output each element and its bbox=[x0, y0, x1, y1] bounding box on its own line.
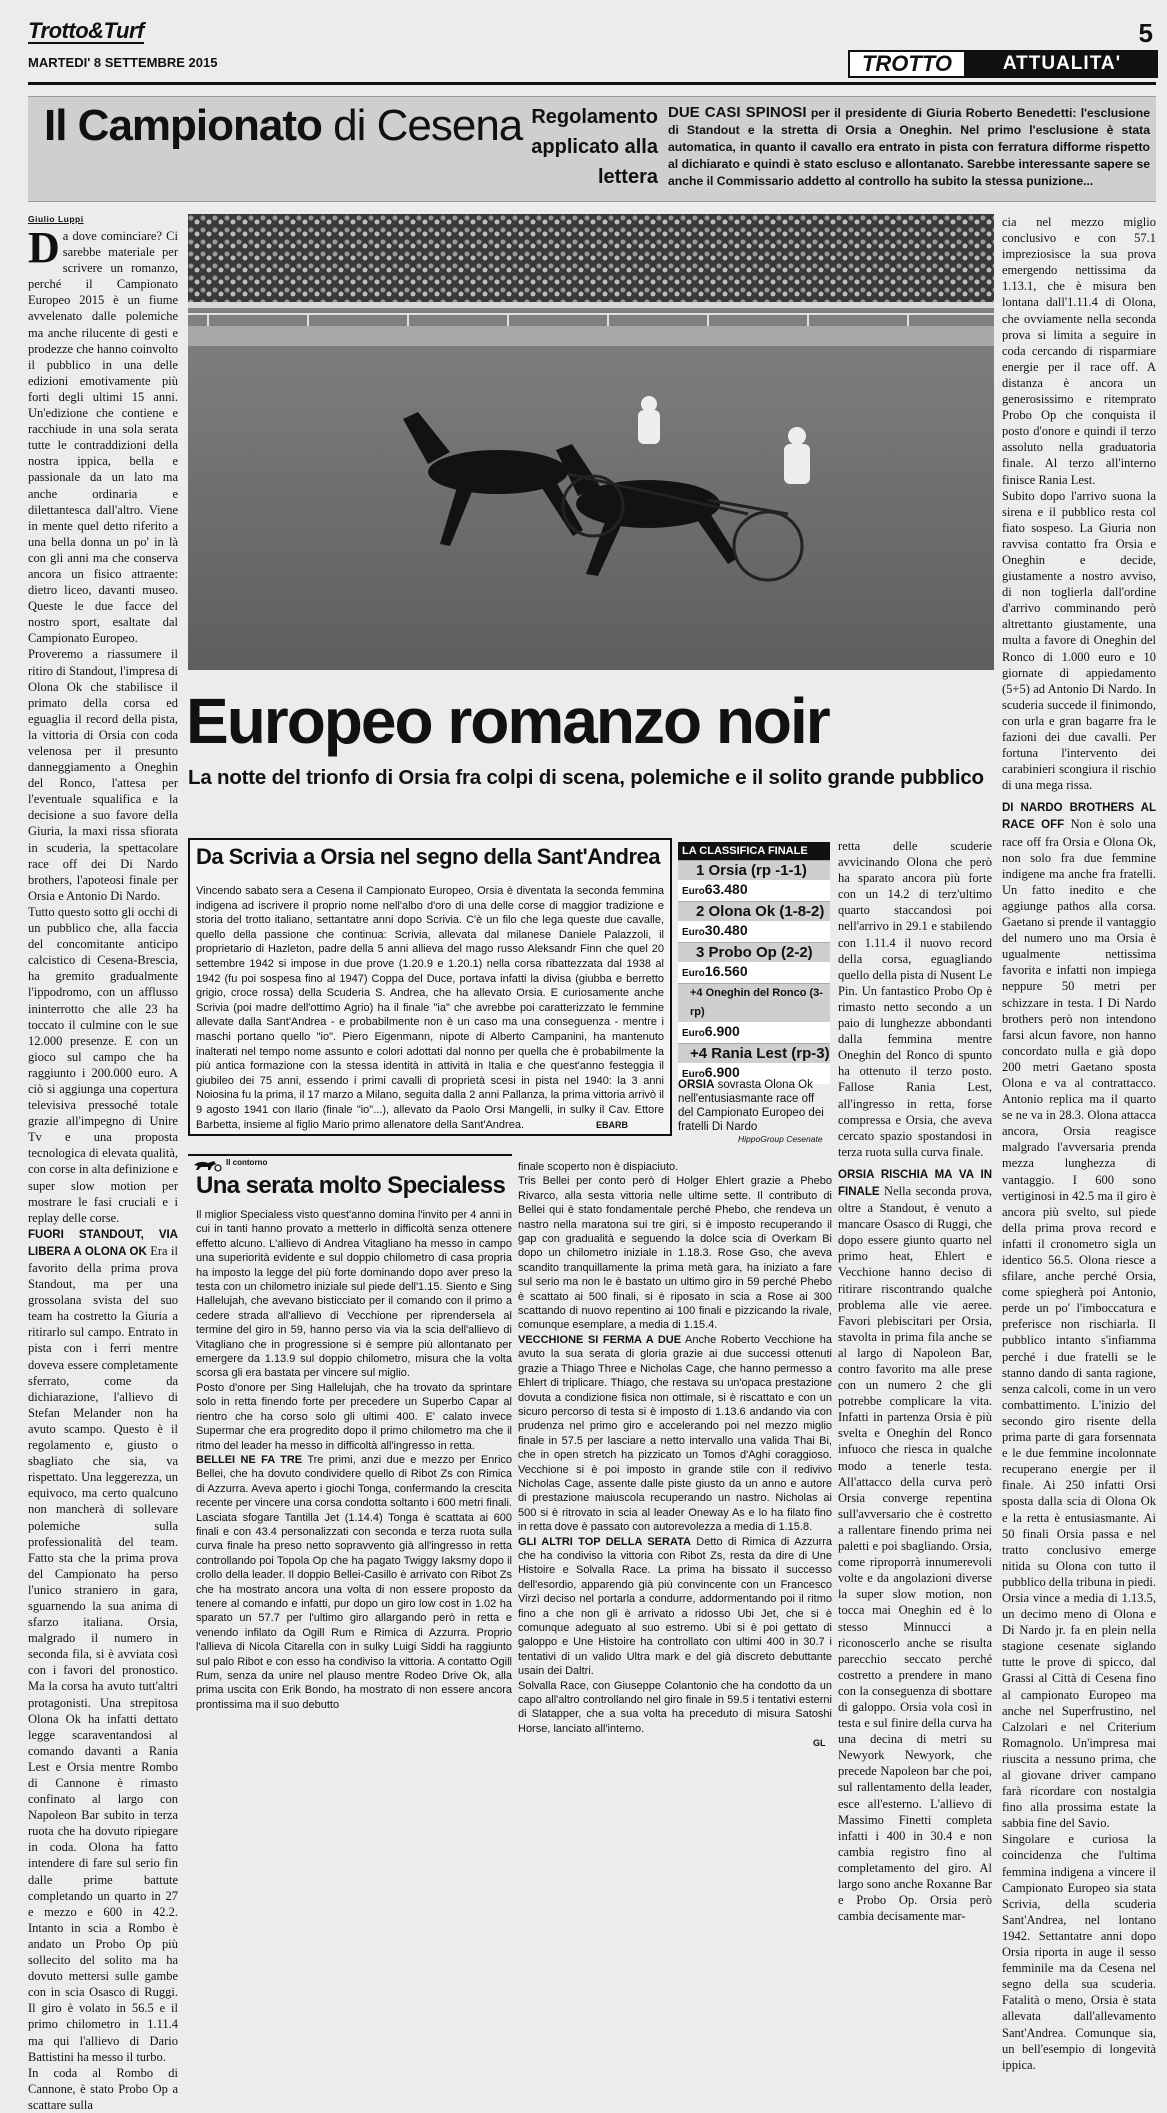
standings-prize: 16.560 bbox=[704, 963, 748, 979]
paragraph: Tris Bellei per conto però di Holger Ehlert grazie a Phebo Rivarco, alla sesta vittoria nelle ultime sette. Il contributo di Bellei qui è stato fondamentale perché Phebo, che rendeva un nastro nella maratona sui tre giri, si è imposto recuperando il gap con gradualità e seguendo la dolce scia di Overkam Bi dopo un chilometro iniziale in 1.18.3. Rose Gso, che aveva scandito tranquillamente la prima metà gara, ha iniziato a fare sul serio ma non le è bastato un ultimo giro in 59 perché Phebo è scattato ai 500 finali, si è riposato in scia a Rose ai 300 scattando di nuovo repentino ai 100 finali e pizzicando la rivale, comunque esemplare, a media di 1.15.4. bbox=[518, 1175, 832, 1332]
section-title-light: di Cesena bbox=[333, 101, 523, 150]
section-title bbox=[44, 102, 522, 150]
page-number: 5 bbox=[1138, 18, 1153, 48]
section-label: TROTTO bbox=[848, 50, 966, 78]
sant-andrea-body: Vincendo sabato sera a Cesena il Campionato Europeo, Orsia è diventata la seconda femmina indigena ad iscrivere il proprio nome nell'albo d'oro di una delle corse di maggior tradizione e storia del trotto italiano, settantatre anni dopo Scrivia. C'è un filo che lega queste due cavalle, quello della passione che continua: Scrivia, allevata dal milanese Daniele Palazzoli, il proprietario di Hazleton, padre della 5 anni allieva del mago russo Aleksandr Finn che quel 20 settembre 1942 si impose in due prove (1.20.9 e 1.20.1) nella corsa ribattezzata dal 1938 al 1942 (fu poi sospesa fino al 1947) Coppa del Duce, portava infatti la divisa (giubba e berretto grigio, croce rossa) della Scuderia S. Andrea, che ha allevato Orsia. E curiosamente anche Scrivia (poi madre dell'ottimo Agrio) ha il finale "ia" che avrebbe poi caratterizzato le femmine allevate dalla Sant'Andrea - e probabilmente non è un caso ma una conseguenza - mentre i maschi portano quello "io". Piero Eigenmann, nipote di Alberto Campanini, ha mantenuto inalterati nel tempo nome assunto e colori adottati dal nonno per quella che è probabilmente la più antica formazione con la stessa identità in attività in Italia e che quest'anno festeggia il giubileo dei 75 anni, essendo i primi cavalli di proprietà scesi in pista nel 1940: la 3 anni Noiosina fu la prima, il 17 marzo a Milano, seguita dalla 2 anni Pallanza, la prima vittoria arrivò il 9 agosto 1941 con Ilario (finale "io"...), allevato da Paolo Orsi Mangelli, in sulky il Cav. Ettore Barbetta, insieme al figlio Mario primo allenatore della Sant'Andrea. bbox=[196, 885, 664, 1131]
standings-rank: +4 bbox=[690, 1045, 708, 1062]
category-label: ATTUALITA' bbox=[966, 50, 1158, 78]
article-headline: Europeo romanzo noir bbox=[186, 685, 829, 757]
paragraph: retta delle scuderie avvicinando Olona che però ha sparato ancora più forte con un 14.2 di terz'ultimo quarto staccandosi poi nell'arrivo in 29.1 e stabilendo con 1.11.4 il nuovo record della corsa, eguagliando quello della pista di Nusent Le Pin. Un fantastico Probo Op è rimasto netto secondo a un paio di lunghezze abbondanti dalla femmina mentre Oneghin del Ronco di spunto ha ottenuto il terzo posto. Fallose Rania Lest, all'ingresso in retta, forse compressa e Orsia, che aveva cercato spazio spostandosi in terza ruota sulla curva finale. bbox=[838, 839, 992, 1159]
contorno-signature: GL bbox=[813, 1738, 826, 1748]
subheading: VECCHIONE SI FERMA A DUE bbox=[518, 1333, 682, 1346]
standings-horse: Probo Op (2-2) bbox=[708, 944, 813, 961]
paragraph: Tutto questo sotto gli occhi di un pubblico che, alla faccia del concomitante anticipo calcistico di Cesena-Brescia, ha gremito gradualmente l'ippodromo, con un afflusso ininterrotto che alle 23 ha toccato il culmine con le sue 12.000 presenze. E con un gioco sul campo che ha raggiunto i 200.000 euro. A ciò si aggiunga una copertura televisiva pressoché totale grazie all'impegno di Unire Tv e una proposta tecnologica di elevata qualità, con corse in alta definizione e super slow motion per mostrare le fasi cruciali e i replay delle corse. bbox=[28, 904, 178, 1225]
dropcap: D bbox=[28, 223, 60, 272]
paragraph: Solvalla Race, con Giuseppe Colantonio che ha condotto da un capo all'altro controllando nel giro finale in 59.5 i tentativi esterni di Slatapper, che a sua volta ha preceduto di misura Satoshi Horse, lanciato all'interno. bbox=[518, 1679, 832, 1735]
standings-row bbox=[678, 901, 830, 942]
subheading: ORSIA RISCHIA MA VA IN FINALE bbox=[838, 1168, 992, 1198]
photo-credit: HippoGroup Cesenate bbox=[738, 1134, 823, 1144]
currency-label: Euro bbox=[682, 886, 705, 897]
section-rubric bbox=[848, 50, 1158, 78]
paragraph: Nella seconda prova, oltre a Standout, è venuto a mancare Osasco di Ruggi, che dopo essere giunto quarto nel primo heat, Ehlert e Vecchione hanno deciso di ritirare riscontrando qualche problema alle vie aeree. Favori plebiscitari per Orsia, stavolta in prima fila anche se al largo di Napoleon Bar, contro favorito ma alle prese con un numero 2 che gli potrebbe complicare la vita. Infatti in partenza Orsia è più svelta e Oneghin del Ronco infuoco che riesca in qualche modo a tenerle testa. All'attacco della curva però Orsia converge repentina sull'avversario che è costretto a rallentare finendo prima nei paletti e poi sbagliando. Orsia, come riproporrà innumerevoli volte e da angolazioni diverse la super slow motion, non tocca mai Oneghin ed è lo stesso Minnucci a riconoscerlo anche se risulta parecchio seccato perché costretto a prendere in mano con la conseguenza di sbottare di galoppo. Orsia vola così in testa e sul finire della curva ha una decina di metri su Newyork Newyork, che precede Napoleon bar che poi, sul rallentamento della leader, esce all'esterno. L'allievo di Massimo Finetti completa infatti i 400 in 30.4 e non cambia registro fino al completamento del giro. Al largo sono anche Roxanne Bar e Probo Op. Orsia però cambia decisamente mar- bbox=[838, 1183, 992, 1924]
paragraph: cia nel mezzo miglio conclusivo e con 57.1 impreziosisce la sua prova emergendo nettissima da 1.13.1, che è misura ben lontana dall'1.11.4 di Olona, che ovviamente nella seconda prova si limita a seguire in coda cercando di risparmiare energie per il race off. A distanza è ancora un generosissimo e ritemprato Probo Op che conquista il posto d'onore e quindi il terzo assoluto nella graduatoria finale. Al terzo all'interno finisce Rania Lest. bbox=[1002, 215, 1156, 487]
trotting-horse-icon bbox=[192, 1158, 222, 1172]
sidebar-lead: DUE CASI SPINOSI bbox=[668, 104, 807, 121]
standings-rank: 2 bbox=[696, 903, 705, 920]
currency-label: Euro bbox=[682, 1069, 705, 1080]
article-column-4 bbox=[1002, 214, 1156, 2072]
standings-prize: 6.900 bbox=[704, 1023, 740, 1039]
sidebar-title: Regolamento applicato alla lettera bbox=[531, 106, 658, 188]
standings-prize: 6.900 bbox=[704, 1064, 740, 1080]
standings-row bbox=[678, 983, 830, 1043]
standings-rank: 1 bbox=[696, 862, 705, 879]
paragraph: Posto d'onore per Sing Hallelujah, che ha trovato da sprintare solo in retta finendo forte per precedere un Superbo Capar al rientro che ha corso solo gli ultimi 400. E' calato invece Supermar che era progredito dopo il primo chilometro ma che il ritmo del leader ha messo in difficoltà all'ingresso in retta. bbox=[196, 1381, 512, 1452]
section-title-bold: Il Campionato bbox=[44, 101, 322, 150]
standings-row bbox=[678, 942, 830, 983]
paragraph: Proveremo a riassumere il ritiro di Standout, l'impresa di Olona Ok che stabilisce il primato della corsa ed eguaglia il record della pista, la vittoria di Orsia con coda velenosa per il presunto danneggiamento a Oneghin del Ronco, l'attesa per l'eventuale squalifica e la decisione a suo favore della Giuria, la maxi rissa sfiorata in scuderia, la spettacolare race off dei Di Nardo brothers, l'apoteosi finale per Orsia e Antonio Di Nardo. bbox=[28, 647, 178, 903]
article-subheadline: La notte del trionfo di Orsia fra colpi di scena, polemiche e il solito grande pubblico bbox=[188, 766, 984, 789]
paragraph: Detto di Rimica di Azzurra che ha condiviso la vittoria con Ribot Zs, resta da dire di Une Histoire e Solvalla Race. La prima ha bissato il successo dell'esordio, apparendo già più convincente con un Francesco Virzì deciso nel portarla a condurre, addormentando poi il ritmo fino a che non gli è arrivato a ridosso Ubi Jet, che si è comunque adeguato al suo estremo. Ubi si è poi gettato di galoppo e Une Histoire ha controllato con ultimi 400 in 30.7 i tentativi di un valido Ultra mark e del già discreto debuttante usain dei Daltri. bbox=[518, 1535, 832, 1678]
final-standings bbox=[678, 842, 830, 1084]
article-column-1 bbox=[28, 223, 179, 2112]
caption-lead: ORSIA bbox=[678, 1079, 715, 1091]
paragraph: a dove cominciare? Ci sarebbe materiale per scrivere un romanzo, perché il Campionato Europeo 2015 è un fiume avvelenato dalle polemiche ma anche rilucente di gesti e prodezze che hanno coinvolto il pubblico in una delle edizioni emotivamente più forti degli ultimi 15 anni. Un'edizione che contiene e racchiude in una sola serata tutte le contraddizioni della nostra ippica, bella e passionale da un lato ma anche ordinaria e dilettantesca dall'altro. Viene in mente quel detto riferito a una bella donna un po' in là con gli anni ma che conserva ancora un fisico attraente: dietro liceo, davanti museo. Queste le due facce del nostro sport, esaltate dal Campionato Europeo. bbox=[28, 229, 178, 646]
contorno-column-1 bbox=[196, 1208, 512, 1748]
header-rule bbox=[28, 82, 1156, 85]
sant-andrea-signature: EBARB bbox=[596, 1120, 629, 1130]
standings-row bbox=[678, 860, 830, 901]
subheading: GLI ALTRI TOP DELLA SERATA bbox=[518, 1535, 691, 1548]
standings-rank: 3 bbox=[696, 944, 705, 961]
paragraph: Non è solo una race off fra Orsia e Olona Ok, non solo fra due femmine indigene ma anche fra fratelli. Un fatto inedito e che aggiunge pathos alla corsa. Gaetano si prende il vantaggio del numero uno ma Orsia è ugualmente nettissima favorita e infatti non impiega neppure 50 metri per schizzare in testa. I Di Nardo brothers però non intendono farsi alcun favore, non hanno concordato nulla e già dopo 200 metri Gaetano sposta Olona e va al contrattacco. Antonio replica ma il quarto se ne va in 28.3. Olona attacca ancora, Orsia reagisce malgrado l'avversaria prenda mezza lunghezza di vantaggio. I 600 sono vertiginosi in 42.5 ma il giro è ancora più svelto, sul piede della prima prova record e infatti il cronometro sigla un identico 56.5. Olona riesce a sfilare, anche perché Orsia, come spiegherà poi Antonio, perde un po' l'imboccatura e preferisce non rischiarla. Il pubblico intanto s'infiamma perché i due fratelli se le stanno dando di santa ragione, senza calcoli, come in un vero combattimento. L'inizio del secondo giro risente della prima parte di gara forsennata e le due femmine incolonnate recuperano energie per il finale. Ai 250 infatti Orsi sposta dalla scia di Olona Ok e la retta è entusiasmante. Ai 50 finali Orsia passa e nel tratto conclusivo emerge nitida su Olona con tutto il pubblico della tribuna in piedi. Orsia vince a media di 1.13.5, un decimo meno di Olona e Di Nardo jr. fa en plein nella stagione cesenate siglando tutte le prove di spicco, dal Grassi al Città di Cesena fino al campionato Europeo ma anche nel Superfrustino, nel Calzolari e nel Criterium Romagnolo. Un'impresa mai riuscita a nessuno prima, che al giovane driver campano farà ricordare con nostalgia fino alla prossima estate la sabbia fine del Savio. bbox=[1002, 817, 1156, 1831]
contorno-rule bbox=[188, 1154, 512, 1156]
paragraph: Singolare e curiosa la coincidenza che l'ultima femmina indigena a vincere il Campionato Europeo sia stata Scrivia, della scuderia Sant'Andrea, nel lontano 1942. Settantatre anni dopo Orsia riporta in auge il sesso femminile ma da Cesena nel segno della sua scuderia. Fatalità o meno, Orsia è stata allevata dall'allevamento Sant'Andrea. Comunque sia, un bell'esempio di longevità ippica. bbox=[1002, 1832, 1156, 2072]
standings-header: LA CLASSIFICA FINALE bbox=[678, 842, 830, 860]
contorno-title: Una serata molto Specialess bbox=[196, 1172, 506, 1199]
sant-andrea-title: Da Scrivia a Orsia nel segno della Sant'Andrea bbox=[196, 844, 660, 869]
paragraph: Tre primi, anzi due e mezzo per Enrico Bellei, che ha dovuto condividere quello di Ribot Zs con Rimica di Azzurra. Aveva aperto i giochi Tonga, confermando la crescita recente per vincere una corsa condotta soltanto i 600 metri finali. Lasciata sfogare Tantilla Jet (1.14.4) Tonga è scattata ai 600 finali e con 43.4 personalizzati con seconda e terza ruota sulla curva finale ha preso netto sopravvento già all'ingresso in retta controllando poi Topola Op che ha pagato Twiggy Iaksmy dopo il crollo della leader. Il doppio Bellei-Casillo è arrivato con Ribot Zs che ha mostrato ancora una volta di non essere proposto da tenere al comando e infatti, pur dopo un giro low cost in 1.02 ha sparato un 57.7 per l'ultimo giro allargando però in retta e venendo infilato da Ogill Rum e Rimica di Azzurra. Proprio l'allieva di Nicola Citarella con in sulky Luigi Siddi ha raggiunto sul palo Ribot e con esso ha condiviso la vittoria. A contatto Ogill Rum, senza da unire nel plauso mentre Rodeo Drive Ok, alla prima uscita con Erik Bondo, ha mostrato di non essere ancora prontissima ma il suo debutto bbox=[196, 1453, 513, 1711]
contorno-column-2 bbox=[518, 1160, 832, 1736]
contorno-tag: Il contorno bbox=[226, 1158, 268, 1167]
photo-caption bbox=[678, 1078, 830, 1134]
sidebar-text bbox=[668, 104, 1150, 190]
byline: Giulio Luppi bbox=[28, 214, 84, 224]
sidebar-body: per il presidente di Giuria Roberto Benedetti: l'esclusione di Standout e la stretta di Orsia a Oneghin. Nel primo l'esclusione è stata automatica, in quanto il cavallo era entrato in pista con ferratura difforme rispetto al dichiarato e quindi è stato escluso e allontanato. Sarebbe interessante sapere se anche il Commissario addetto al controllo ha subito la stessa punizione... bbox=[668, 106, 1150, 188]
subheading: FUORI STANDOUT, VIA LIBERA A OLONA OK bbox=[28, 1228, 178, 1258]
article-column-3 bbox=[838, 838, 992, 1924]
currency-label: Euro bbox=[682, 927, 705, 938]
standings-horse: Olona Ok (1-8-2) bbox=[708, 903, 825, 920]
standings-prize: 63.480 bbox=[704, 881, 748, 897]
standings-horse: Oneghin del Ronco (3-rp) bbox=[690, 987, 823, 1018]
subheading: BELLEI NE FA TRE bbox=[196, 1453, 303, 1466]
standings-horse: Rania Lest (rp-3) bbox=[711, 1045, 830, 1062]
currency-label: Euro bbox=[682, 968, 705, 979]
standings-horse: Orsia (rp -1-1) bbox=[708, 862, 807, 879]
standings-rank: +4 bbox=[690, 987, 703, 999]
paragraph: finale scoperto non è dispiaciuto. bbox=[518, 1161, 679, 1173]
paragraph: In coda al Rombo di Cannone, è stato Probo Op a scattare sulla bbox=[28, 2065, 178, 2112]
paragraph: Il miglior Specialess visto quest'anno domina l'invito per 4 anni in cui in tanti hanno provato a metterlo in difficoltà senza ottenere effetto alcuno. L'allievo di Andrea Vitagliano ha messo in campo una superiorità evidente e sul doppio chilometro di casa propria ha imposto la legge del più forte dominando dopo aver preso la testa con un chilometro iniziale sul piede dell'1.15. Siento e Sing Hallelujah, che avevano bisticciato per il comando con il primo a cedere strada all'allievo di Vecchione per riprendersela al termine del giro in 59, hanno perso via via la scia dell'allievo di Vitagliano che in progressione si è sempre più allontanato per emergere da 1.13.9 sul doppio chilometro, misura che la volta scorsa gli era bastata per vincere sul miglio. bbox=[196, 1209, 512, 1380]
standings-prize: 30.480 bbox=[704, 922, 748, 938]
currency-label: Euro bbox=[682, 1028, 705, 1039]
race-photo-image bbox=[188, 214, 994, 670]
paragraph: Anche Roberto Vecchione ha avuto la sua serata di gloria grazie ai due successi ottenuti grazie a Thiago Three e Nicholas Cage, che hanno permesso a Ehlert di triplicare. Thiago, che restava su un'opaca prestazione dovuta a condizione fisica non ottimale, si è riscattato e con un sicuro percorso di testa si è imposto di 1.13.6 andando via con prudenza nel primo giro e accelerando poi nel mezzo miglio finale in 57.5 per lasciare a netto intervallo una valida Thai Bi, che in open stretch ha pizzicato un Tomos d'Aghi coraggioso. Vecchione si è poi imposto in grande stile con il redivivo Nicholas Cage, assente dalle piste giusto da un anno e autore di prestazione maiuscola recuperando un nastro. Nicholas ai 500 si è ritrovato in scia al leader Oneway As e lo ha filato fino in retta dove è passato con autorevolezza a media di 1.15.8. bbox=[518, 1333, 832, 1534]
masthead-logo: Trotto&Turf bbox=[28, 18, 144, 43]
caption-text: sovrasta Olona Ok nell'entusiasmante race off del Campionato Europeo dei fratelli Di Nardo bbox=[678, 1079, 824, 1133]
issue-date: MARTEDI' 8 SETTEMBRE 2015 bbox=[28, 55, 218, 70]
race-photo bbox=[188, 214, 994, 670]
paragraph: Era il favorito della prima prova Standout, ma per una grossolana svista del suo team ha costretto la Giuria a ritirarlo sul campo. Entrato in pista con i ferri mentre doveva essere completamente sferrato, come da dichiarazione, l'allievo di Stefan Melander non ha avuto scampo. Questo è il regolamento e, giusto o sbagliato che sia, va rispettato. Una leggerezza, un equivoco, ma certo qualcuno non mancherà di sollevare polemiche sulla professionalità del team. Fatto sta che la prima prova del Campionato ha perso l'unico straniero in gara, sguarnendo la sua anima di sfarzo italiana. Orsia, malgrado il numero in seconda fila, si è avviata così con i favori del pronostico. Ma la corsa ha avuto tutt'altri protagonisti. Una strepitosa Olona Ok ha infatti dettato legge scaraventandosi al comando davanti a Rania Lest e Orsia mentre Rombo di Cannone è rimasto confinato al largo con Napoleon Bar subito in terza ruota che ha dovuto ripiegare in coda. Olona ha fatto intendere di fare sul serio fin dalle prime battute completando un quarto in 27 e mezzo e 600 in 42.2. Intanto in scia a Rombo è andato un Probo Op più sollecito del solito ma ha dovuto mettersi sulle gambe con in scia Osasco di Ruggi. Il giro è volato in 56.5 e il primo chilometro in 1.11.4 ma qui l'allievo di Dario Battistini ha messo il turbo. bbox=[28, 1243, 179, 2064]
subheading: DI NARDO BROTHERS AL RACE OFF bbox=[1002, 802, 1156, 832]
paragraph: Subito dopo l'arrivo suona la sirena e il pubblico resta col fiato sospeso. La Giuria non ravvisa contatto fra Orsia e Oneghin e decide, giustamente a nostro avviso, di non toglierla dall'ordine d'arrivo comminando però altrettanto giustamente, una multa a favore di Oneghin del Ronco di 1.000 euro e 10 giornate di appiedamento (5+5) ad Antonio Di Nardo. In scuderia succede il finimondo, con urla e gran bagarre fra le fazioni dei due cavalli. Per fortuna l'intervento dei carabinieri scongiura il rischio di una mega rissa. bbox=[1002, 488, 1156, 793]
